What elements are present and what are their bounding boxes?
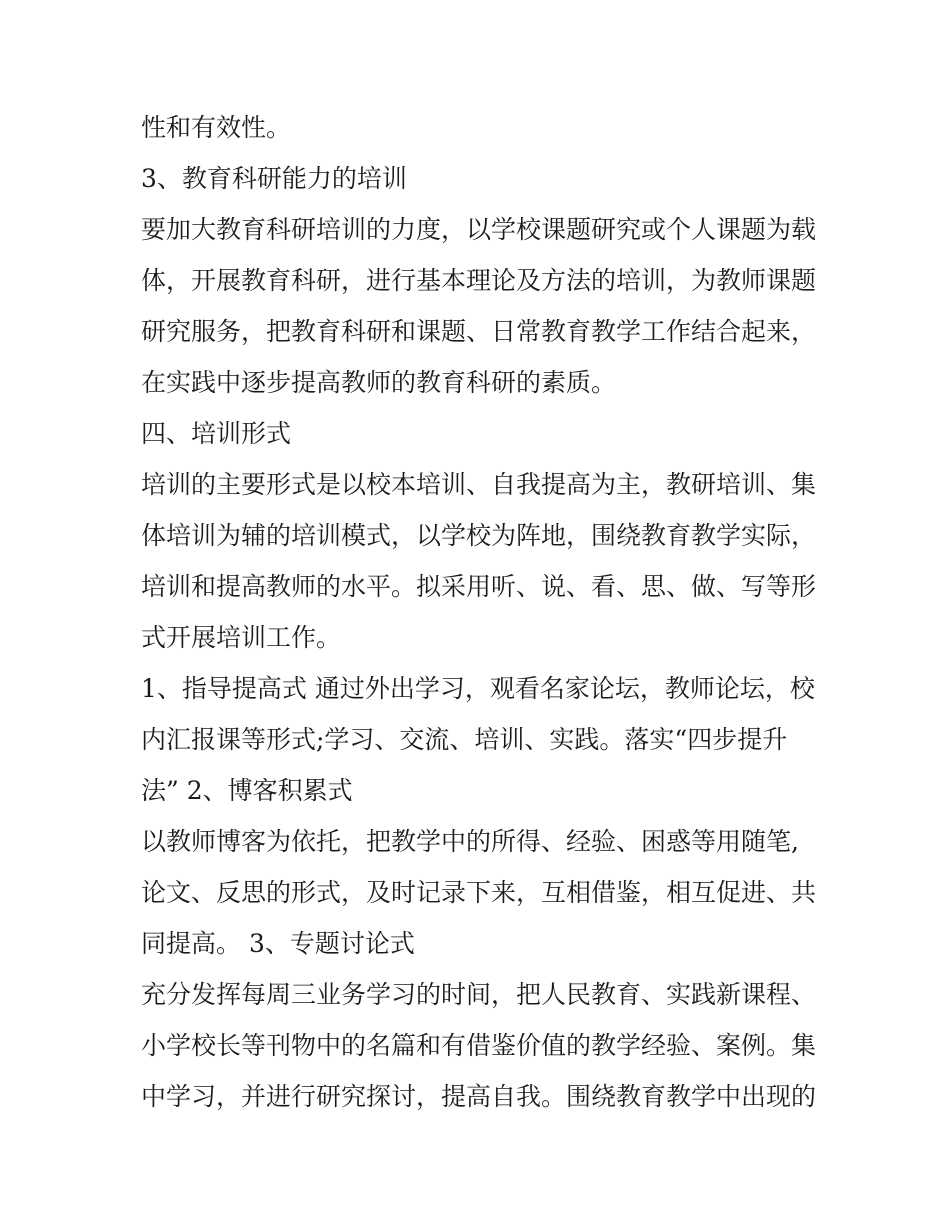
text-line: 在实践中逐步提高教师的教育科研的素质。 (141, 368, 617, 397)
text-line: 式开展培训工作。 (141, 623, 342, 652)
section-heading: 3、教育科研能力的培训 (141, 164, 407, 193)
text-line: 以教师博客为依托，把教学中的所得、经验、困惑等用随笔, (141, 827, 799, 856)
text-line: 中学习，并进行研究探讨，提高自我。围绕教育教学中出现的 (141, 1082, 817, 1111)
text-line: 培训和提高教师的水平。拟采用听、说、看、思、做、写等形 (141, 572, 817, 601)
text-line: 体培训为辅的培训模式，以学校为阵地，围绕教育教学实际， (141, 521, 817, 550)
text-line: 体，开展教育科研，进行基本理论及方法的培训，为教师课题 (141, 266, 817, 295)
text-line: 内汇报课等形式;学习、交流、培训、实践。落实“四步提升 (141, 725, 788, 754)
text-line: 小学校长等刊物中的名篇和有借鉴价值的教学经验、案例。集 (141, 1031, 817, 1060)
text-line: 1、指导提高式 通过外出学习，观看名家论坛，教师论坛，校 (141, 674, 815, 703)
text-line: 性和有效性。 (141, 113, 292, 142)
text-line: 论文、反思的形式，及时记录下来，互相借鉴，相互促进、共 (141, 878, 817, 907)
text-line: 充分发挥每周三业务学习的时间，把人民教育、实践新课程、 (141, 980, 817, 1009)
text-line: 要加大教育科研培训的力度，以学校课题研究或个人课题为载 (141, 215, 817, 244)
text-line: 同提高。 3、专题讨论式 (141, 929, 415, 958)
text-line: 研究服务，把教育科研和课题、日常教育教学工作结合起来， (141, 317, 817, 346)
section-heading: 四、培训形式 (141, 419, 292, 448)
text-line: 培训的主要形式是以校本培训、自我提高为主，教研培训、集 (141, 470, 817, 499)
text-line: 法” 2、博客积累式 (141, 776, 353, 805)
